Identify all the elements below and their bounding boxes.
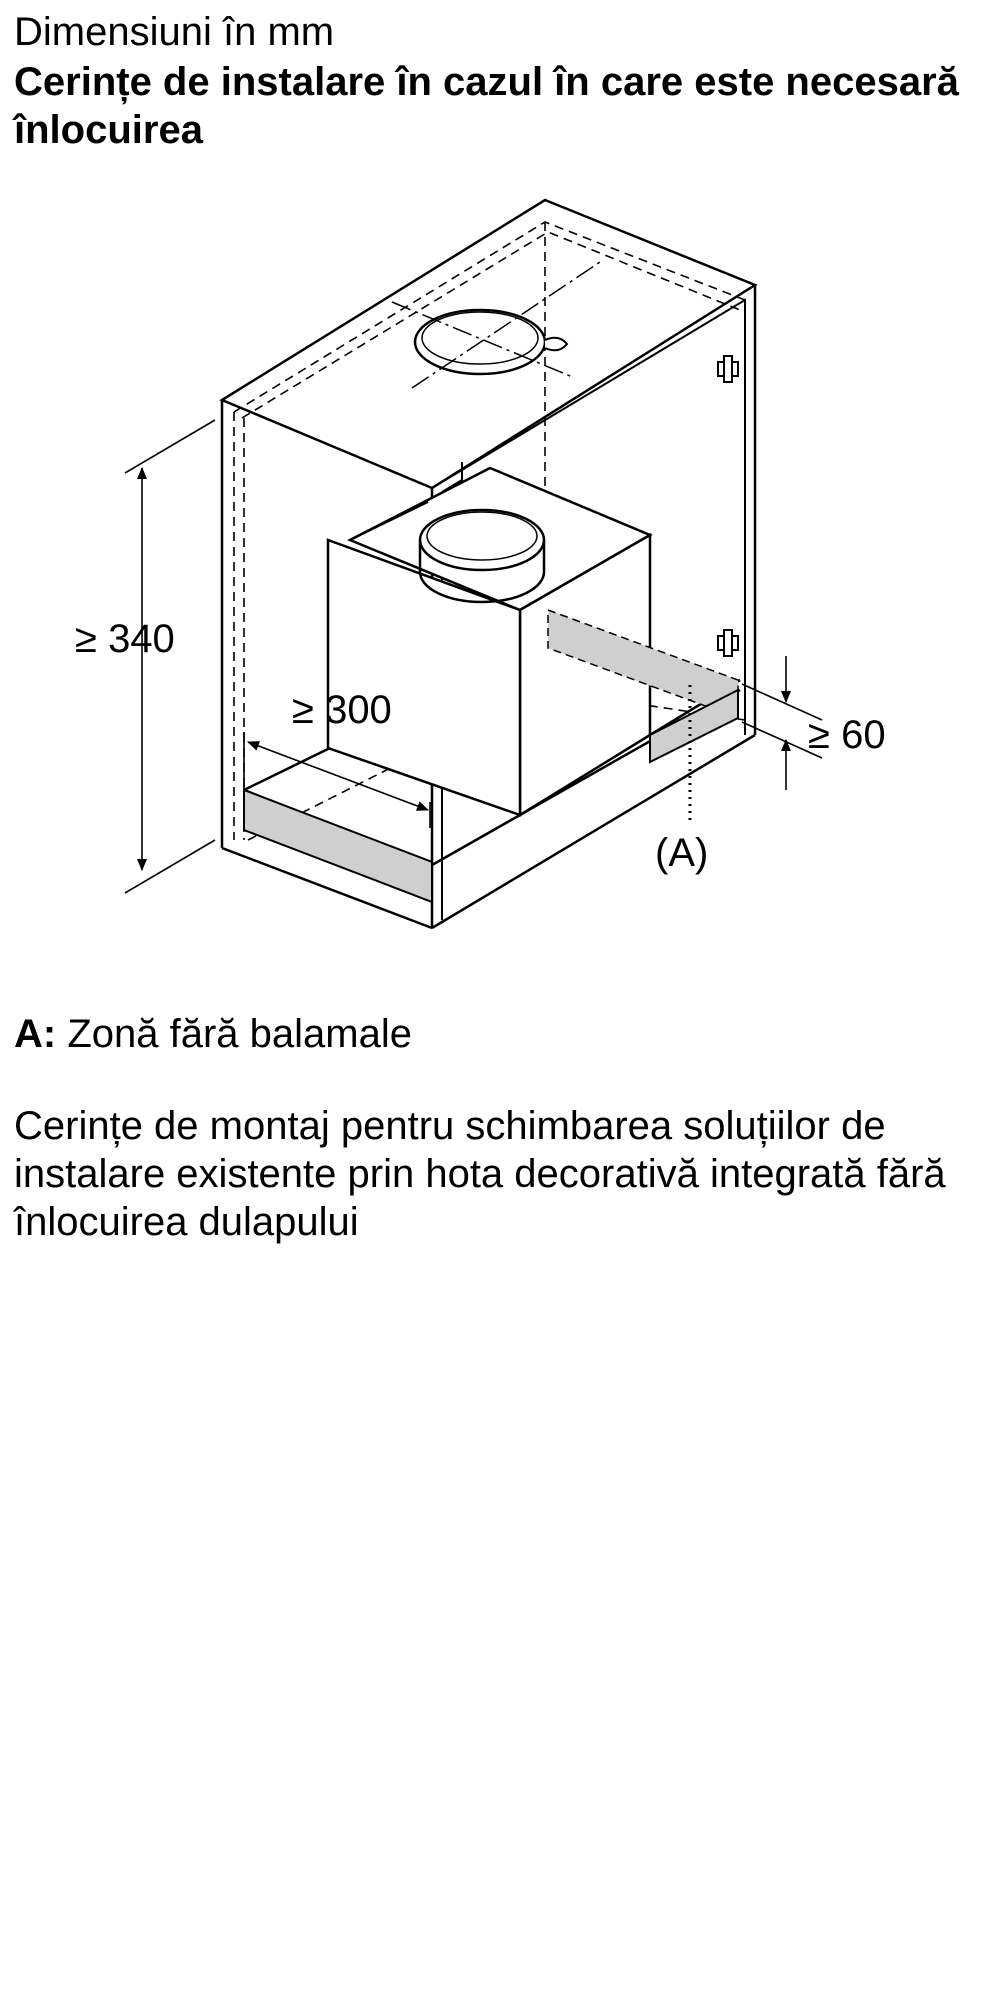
hinge-bracket-top (718, 356, 738, 382)
installation-note: Cerințe de montaj pentru schimbarea soluțiilor de instalare existente prin hota decorativă integrată fără înlocuirea dulapului (14, 1104, 946, 1244)
installation-diagram (0, 180, 1000, 940)
legend-text: Zonă fără balamale (67, 1012, 412, 1056)
hinge-free-zone-front (244, 790, 432, 902)
height-dimension-label: ≥ 340 (75, 617, 175, 661)
depth-dimension-label: ≥ 300 (292, 688, 392, 732)
gap-dimension-label: ≥ 60 (808, 713, 886, 757)
callout-label: (A) (655, 831, 709, 875)
units-label: Dimensiuni în mm (14, 10, 335, 54)
legend (14, 1010, 412, 1058)
page-title: Cerințe de instalare în cazul în care este necesară înlocuirea (14, 60, 959, 152)
legend-key: A: (14, 1012, 57, 1056)
hinge-bracket-bottom (718, 630, 738, 656)
